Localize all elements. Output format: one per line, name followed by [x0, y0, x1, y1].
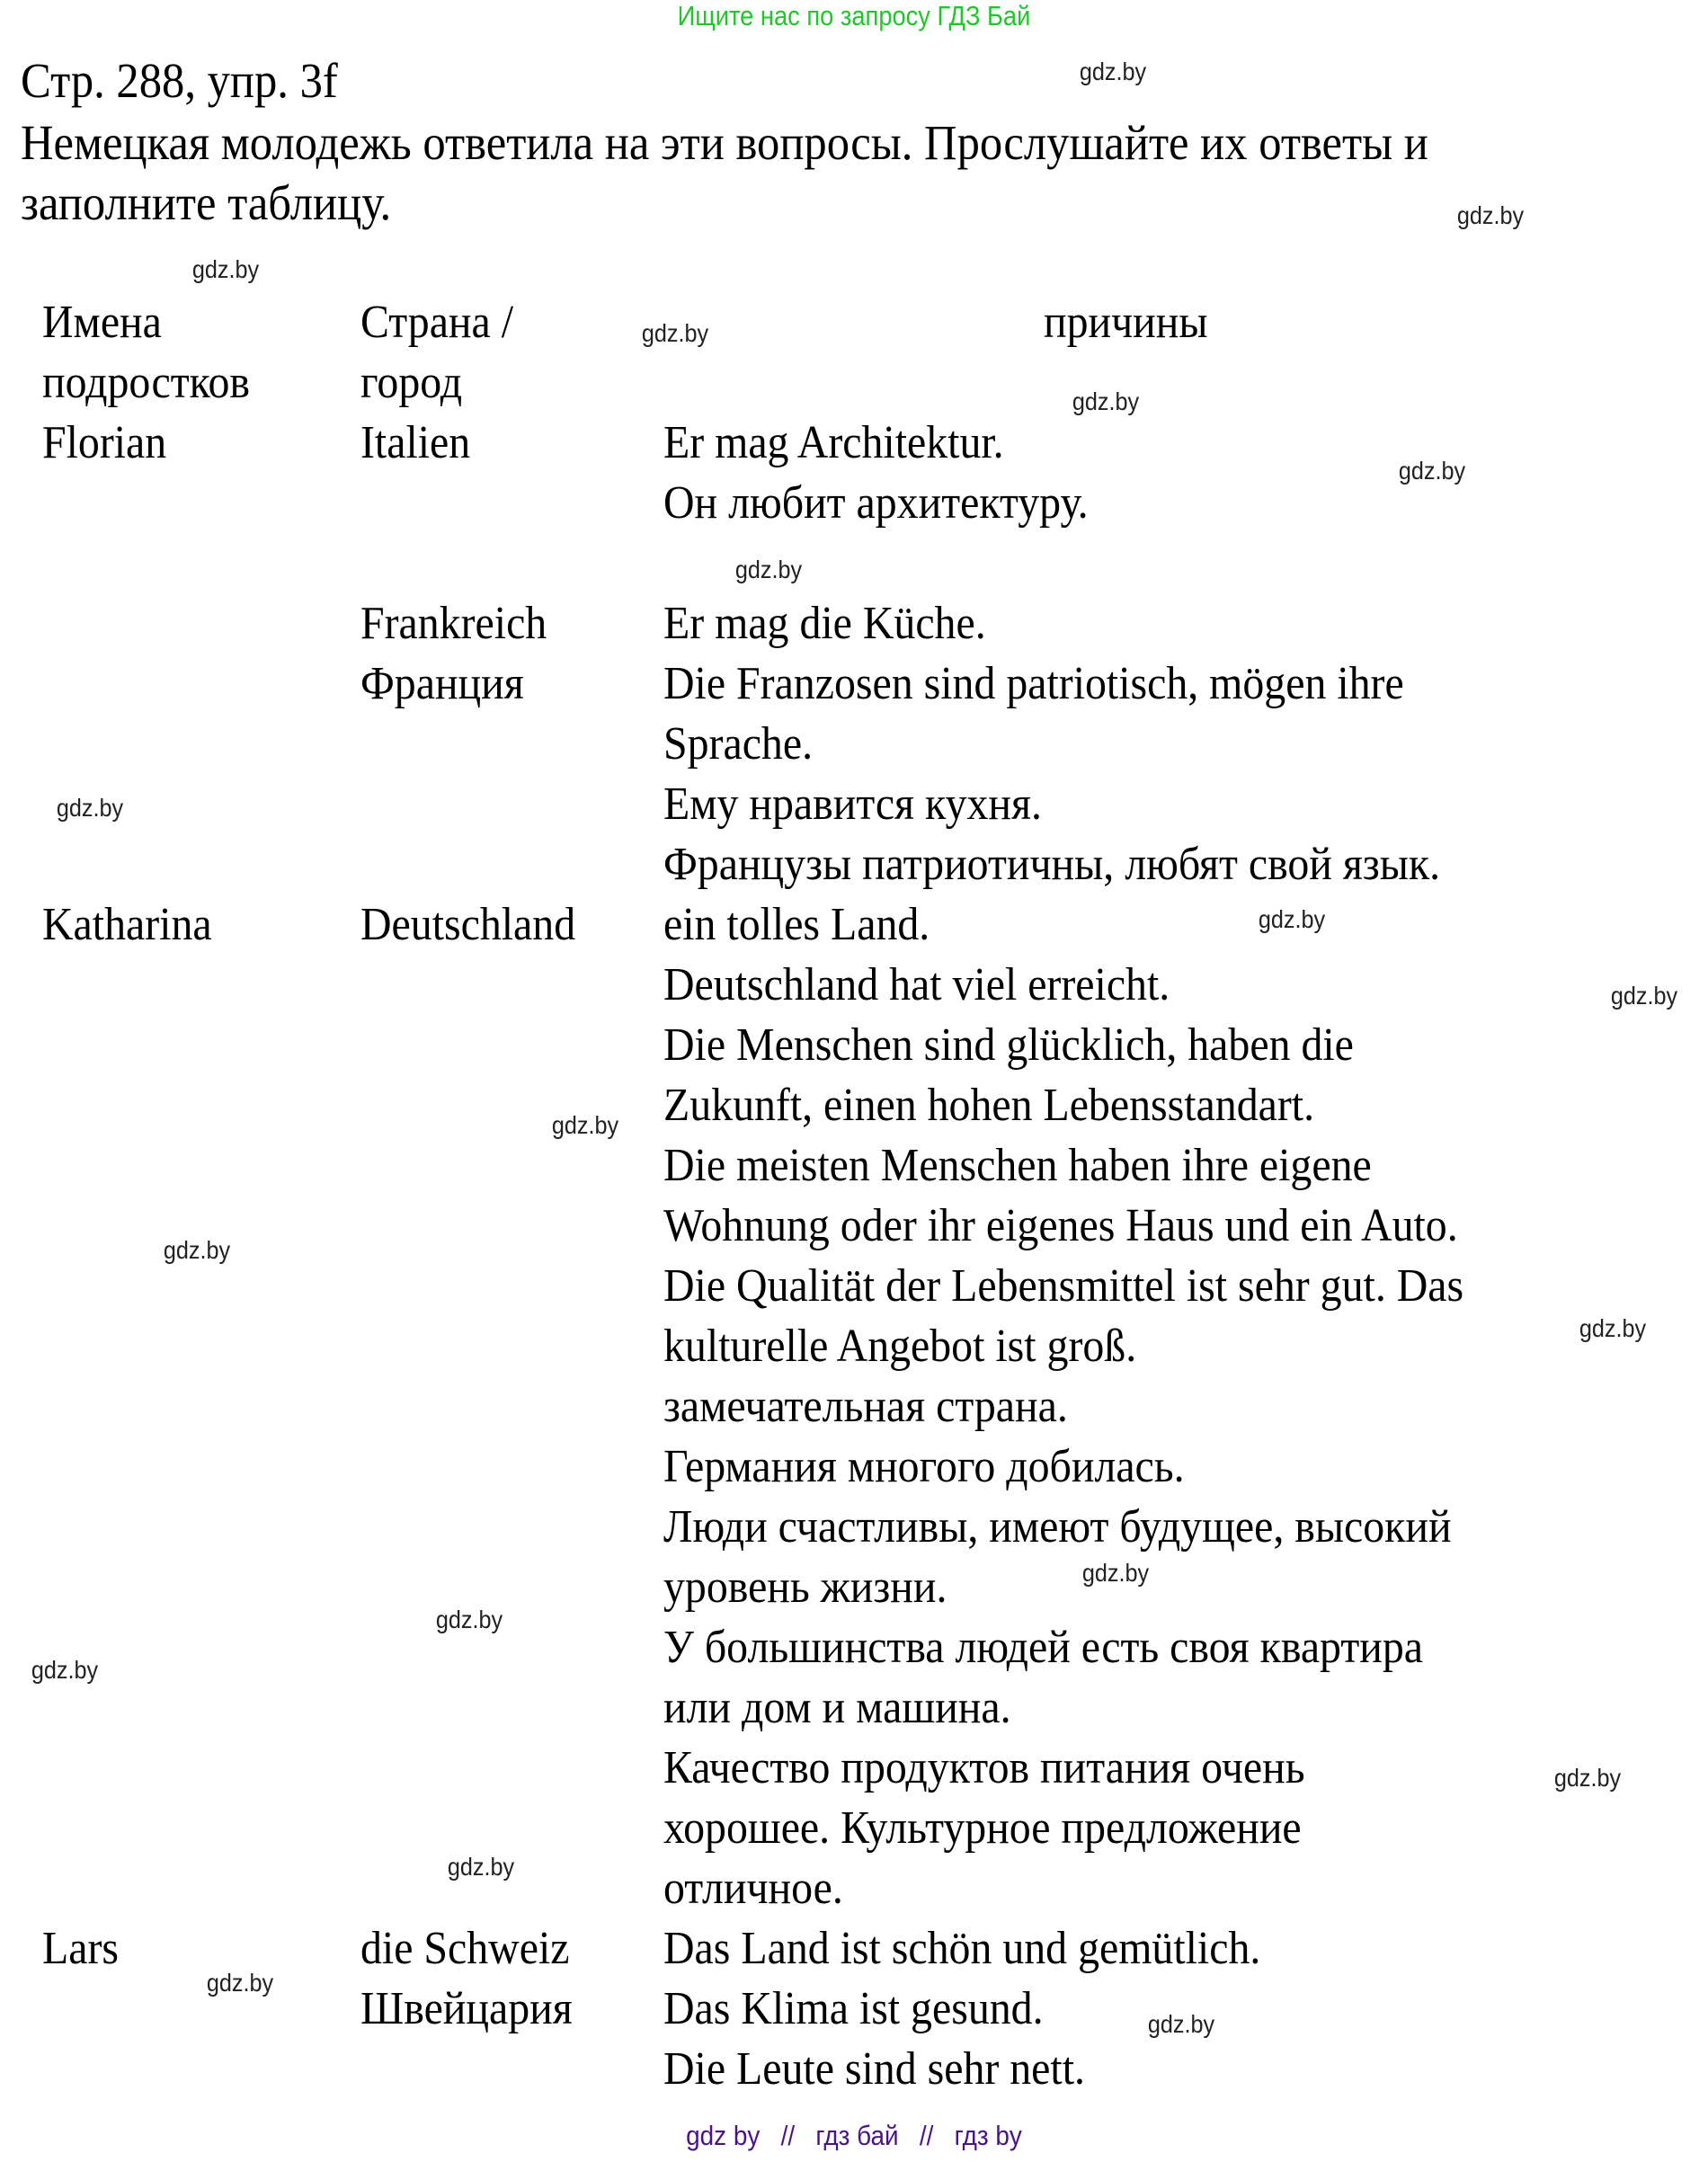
watermark: gdz.by: [1553, 1764, 1622, 1792]
reason-line: Er mag die Küche.: [663, 598, 986, 649]
reason-line: Das Klima ist gesund.: [663, 1983, 1044, 2034]
watermark: gdz.by: [191, 255, 260, 283]
reason-line: Ему нравится кухня.: [663, 778, 1042, 830]
instruction-line-2: заполните таблицу.: [21, 175, 392, 230]
reason-line: ein tolles Land.: [663, 899, 930, 950]
watermark: gdz.by: [551, 1111, 619, 1139]
instruction-line-1: Немецкая молодежь ответила на эти вопросы. Прослушайте их ответы и: [21, 115, 1428, 170]
reason-line: Люди счастливы, имеют будущее, высокий: [663, 1501, 1452, 1553]
header-reasons: причины: [1044, 297, 1208, 348]
reason-line: Sprache.: [663, 718, 814, 770]
reason-line: Die Leute sind sehr nett.: [663, 2043, 1085, 2095]
footer-link-gdz-by[interactable]: gdz by: [686, 2120, 761, 2151]
watermark: gdz.by: [447, 1853, 515, 1881]
row-country: Frankreich: [360, 598, 547, 649]
watermark: gdz.by: [31, 1656, 99, 1684]
watermark: gdz.by: [734, 556, 803, 583]
row-name: Katharina: [42, 899, 212, 950]
watermark: gdz.by: [1579, 1314, 1647, 1342]
search-hint-link[interactable]: Ищите нас по запросу ГДЗ Бай: [677, 0, 1031, 31]
reason-line: Он любит архитектуру.: [663, 477, 1089, 529]
watermark: gdz.by: [1081, 1559, 1150, 1587]
watermark: gdz.by: [1456, 201, 1525, 229]
watermark: gdz.by: [163, 1236, 231, 1264]
footer-separator: //: [919, 2120, 934, 2151]
reason-line: отличное.: [663, 1863, 843, 1914]
reason-line: Deutschland hat viel erreicht.: [663, 959, 1170, 1010]
reason-line: У большинства людей есть своя квартира: [663, 1622, 1424, 1673]
header-country-line-2: город: [360, 357, 463, 408]
footer-link-gdz-bai[interactable]: гдз бай: [815, 2120, 899, 2151]
footer-link-gdz-by-cyr[interactable]: гдз by: [954, 2120, 1022, 2151]
row-country: Deutschland: [360, 899, 576, 950]
watermark: gdz.by: [1072, 387, 1140, 415]
footer-separator: //: [780, 2120, 796, 2151]
watermark: gdz.by: [435, 1606, 503, 1633]
reason-line: уровень жизни.: [663, 1561, 947, 1613]
row-country: Italien: [360, 417, 471, 468]
watermark: gdz.by: [56, 794, 124, 822]
reason-line: или дом и машина.: [663, 1682, 1011, 1733]
watermark: gdz.by: [1079, 58, 1147, 85]
reason-line: Die Qualität der Lebensmittel ist sehr gut. Das: [663, 1260, 1464, 1312]
header-country-line-1: Страна /: [360, 297, 514, 348]
reason-line: замечательная страна.: [663, 1381, 1068, 1432]
row-country-translation: Франция: [360, 658, 524, 709]
watermark: gdz.by: [1258, 905, 1326, 933]
reason-line: Das Land ist schön und gemütlich.: [663, 1923, 1261, 1974]
row-country: die Schweiz: [360, 1923, 570, 1974]
reason-line: Германия многого добилась.: [663, 1441, 1185, 1492]
header-names-line-2: подростков: [42, 357, 250, 408]
header-names-line-1: Имена: [42, 297, 162, 348]
reason-line: kulturelle Angebot ist groß.: [663, 1321, 1137, 1372]
footer-links: [85, 2120, 1623, 2152]
row-name: Florian: [42, 417, 167, 468]
row-country-translation: Швейцария: [360, 1983, 573, 2034]
reason-line: Die Franzosen sind patriotisch, mögen ihre: [663, 658, 1404, 709]
row-name: Lars: [42, 1923, 120, 1974]
watermark: gdz.by: [1398, 457, 1466, 485]
reason-line: Качество продуктов питания очень: [663, 1742, 1305, 1793]
reason-line: Er mag Architektur.: [663, 417, 1004, 468]
page-title: Стр. 288, упр. 3f: [21, 53, 338, 108]
reason-line: хорошее. Культурное предложение: [663, 1802, 1302, 1854]
reason-line: Французы патриотичны, любят свой язык.: [663, 839, 1441, 890]
reason-line: Die meisten Menschen haben ihre eigene: [663, 1140, 1372, 1191]
reason-line: Zukunft, einen hohen Lebensstandart.: [663, 1080, 1315, 1131]
reason-line: Die Menschen sind glücklich, haben die: [663, 1019, 1354, 1071]
watermark: gdz.by: [641, 319, 709, 347]
watermark: gdz.by: [1147, 2010, 1215, 2038]
reason-line: Wohnung oder ihr eigenes Haus und ein Auto.: [663, 1200, 1458, 1251]
watermark: gdz.by: [1610, 982, 1678, 1010]
watermark: gdz.by: [206, 1969, 274, 1997]
